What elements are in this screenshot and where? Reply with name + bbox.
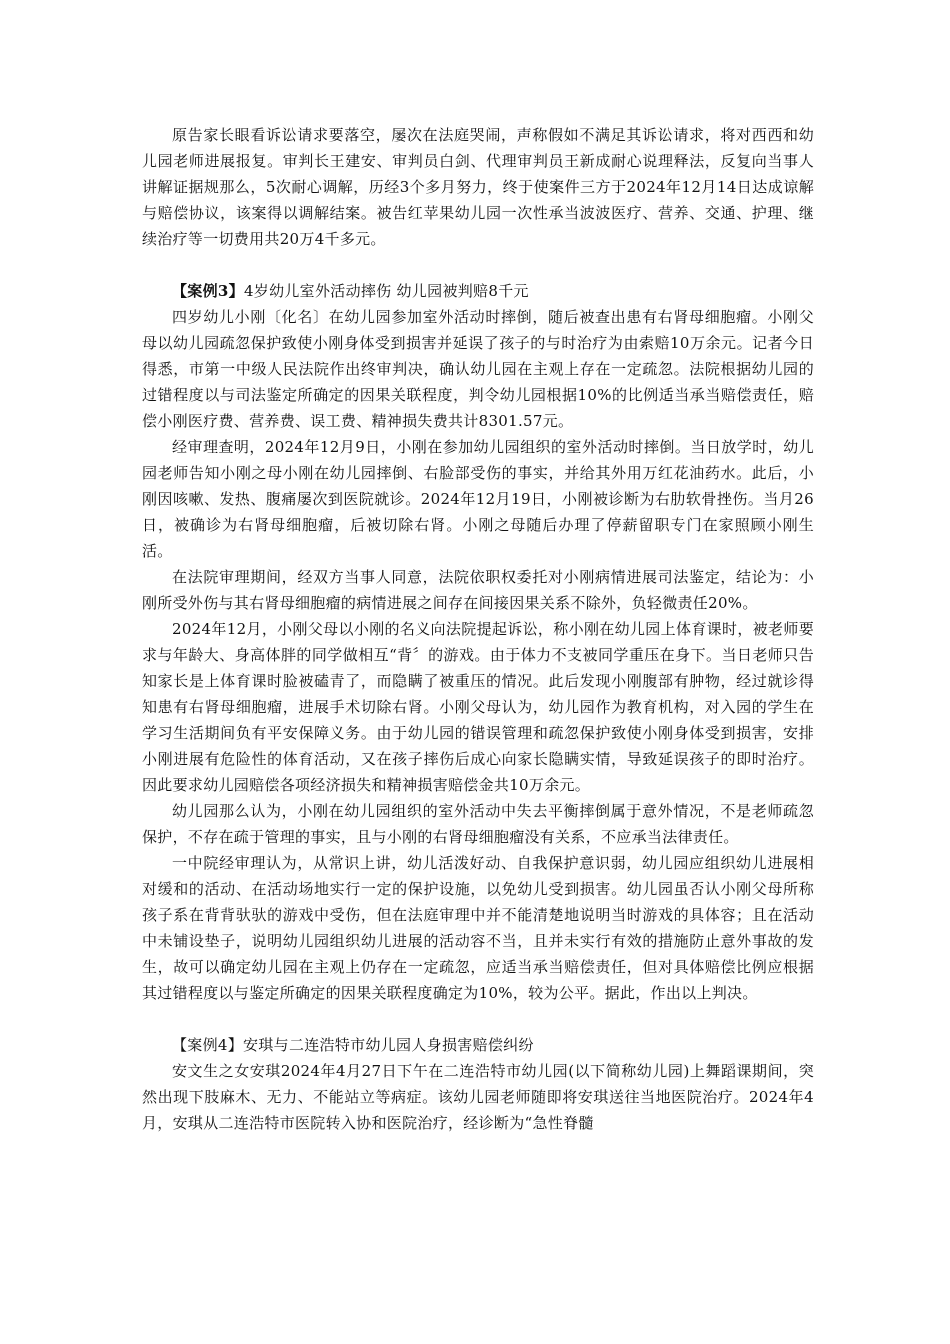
paragraph: 经审理查明，2024年12月9日，小刚在参加幼儿园组织的室外活动时摔倒。当日放学时，幼儿园老师告知小刚之母小刚在幼儿园摔倒、右脸部受伤的事实，并给其外用万红花油药水。此后，小刚因咳嗽、发热、腹痛屡次到医院就诊。2024年12月19日，小刚被诊断为右肋软骨挫伤。当月26日，被确诊为右肾母细胞瘤，后被切除右肾。小刚之母随后办理了停薪留职专门在家照顾小刚生活。 — [142, 438, 814, 560]
case3-tag: 【案例3】 — [172, 282, 244, 300]
paragraph: 原告家长眼看诉讼请求要落空，屡次在法庭哭闹，声称假如不满足其诉讼请求，将对西西和幼儿园老师进展报复。审判长王建安、审判员白剑、代理审判员王新成耐心说理释法，反复向当事人讲解证据规那么，5次耐心调解，历经3个多月努力，终于使案件三方于2024年12月14日达成谅解与赔偿协议，该案得以调解结案。被告红苹果幼儿园一次性承当波波医疗、营养、交通、护理、继续治疗等一切费用共20万4千多元。 — [142, 126, 814, 248]
paragraph: 四岁幼儿小刚〔化名〕在幼儿园参加室外活动时摔倒，随后被查出患有右肾母细胞瘤。小刚父母以幼儿园疏忽保护致使小刚身体受到损害并延误了孩子的与时治疗为由索赔10万余元。记者今日得悉，市第一中级人民法院作出终审判决，确认幼儿园在主观上存在一定疏忽。法院根据幼儿园的过错程度以与司法鉴定所确定的因果关联程度，判令幼儿园根据10%的比例适当承当赔偿责任，赔偿小刚医疗费、营养费、误工费、精神损失费共计8301.57元。 — [142, 308, 814, 430]
case4-heading — [142, 1032, 814, 1058]
paragraph: 安文生之女安琪2024年4月27日下午在二连浩特市幼儿园(以下简称幼儿园)上舞蹈课期间，突然出现下肢麻木、无力、不能站立等病症。该幼儿园老师随即将安琪送往当地医院治疗。2024年4月，安琪从二连浩特市医院转入协和医院治疗，经诊断为“急性脊髓 — [142, 1062, 814, 1132]
paragraph-gap — [142, 1006, 814, 1032]
paragraph: 在法院审理期间，经双方当事人同意，法院依职权委托对小刚病情进展司法鉴定，结论为：小刚所受外伤与其右肾母细胞瘤的病情进展之间存在间接因果关系不除外，负轻微责任20%。 — [142, 568, 814, 612]
paragraph: 一中院经审理认为，从常识上讲，幼儿活泼好动、自我保护意识弱，幼儿园应组织幼儿进展相对缓和的活动、在活动场地实行一定的保护设施，以免幼儿受到损害。幼儿园虽否认小刚父母所称孩子系在背背驮驮的游戏中受伤，但在法庭审理中并不能清楚地说明当时游戏的具体容；且在活动中未铺设垫子，说明幼儿园组织幼儿进展的活动容不当，且并未实行有效的措施防止意外事故的发生，故可以确定幼儿园在主观上仍存在一定疏忽，应适当承当赔偿责任，但对具体赔偿比例应根据其过错程度以与鉴定所确定的因果关联程度确定为10%，较为公平。据此，作出以上判决。 — [142, 854, 814, 1002]
paragraph: 2024年12月，小刚父母以小刚的名义向法院提起诉讼，称小刚在幼儿园上体育课时，被老师要求与年龄大、身高体胖的同学做相互“背〞的游戏。由于体力不支被同学重压在身下。当日老师只告知家长是上体育课时脸被磕青了，而隐瞒了被重压的情况。此后发现小刚腹部有肿物，经过就诊得知患有右肾母细胞瘤，进展手术切除右肾。小刚父母认为，幼儿园作为教育机构，对入园的学生在学习生活期间负有平安保障义务。由于幼儿园的错误管理和疏忽保护致使小刚身体受到损害，安排小刚进展有危险性的体育活动，又在孩子摔伤后成心向家长隐瞒实情，导致延误孩子的即时治疗。因此要求幼儿园赔偿各项经济损失和精神损害赔偿金共10万余元。 — [142, 620, 814, 794]
case4-tag: 【案例4】 — [172, 1036, 244, 1054]
case3-heading — [142, 278, 814, 304]
paragraph: 幼儿园那么认为，小刚在幼儿园组织的室外活动中失去平衡摔倒属于意外情况，不是老师疏忽保护，不存在疏于管理的事实，且与小刚的右肾母细胞瘤没有关系，不应承当法律责任。 — [142, 802, 814, 846]
case4-title: 安琪与二连浩特市幼儿园人身损害赔偿纠纷 — [243, 1036, 534, 1054]
paragraph-gap — [142, 252, 814, 278]
case3-title: 4岁幼儿室外活动摔伤 幼儿园被判赔8千元 — [243, 282, 529, 300]
document-page — [142, 122, 814, 1136]
